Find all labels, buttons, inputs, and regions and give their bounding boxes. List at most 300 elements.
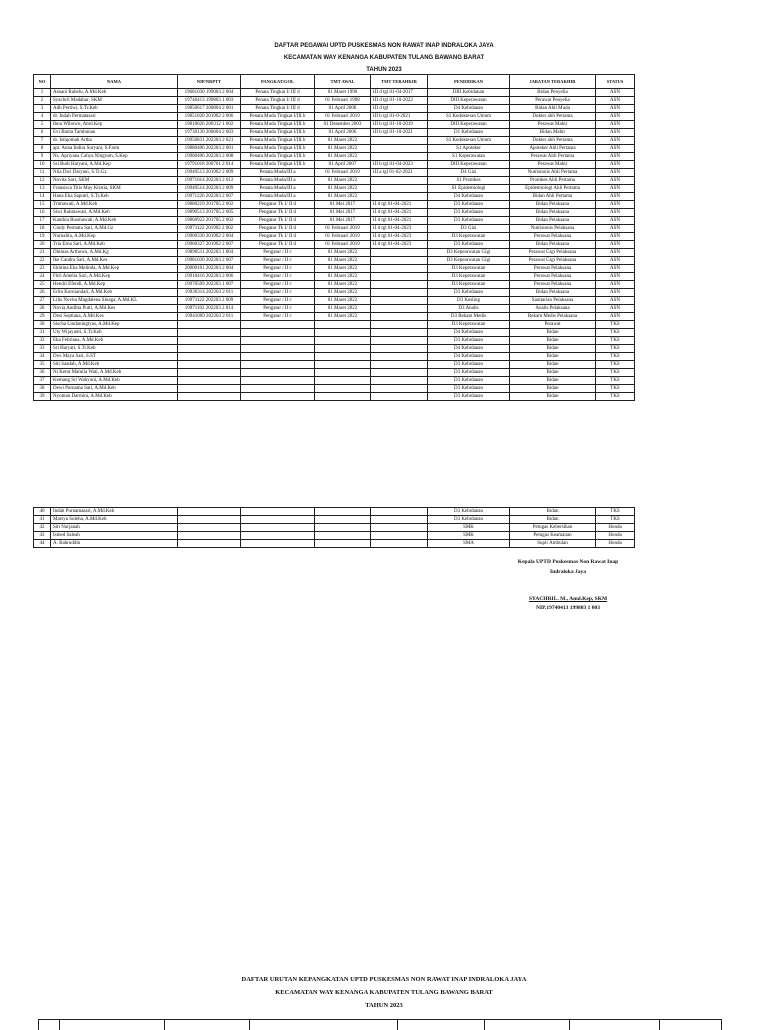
cell-tmt-terahkir (371, 249, 428, 257)
cell-no: 19 (34, 233, 51, 241)
cell-nip: 19880406 202203 2 001 (178, 145, 241, 153)
document-year: TAHUN 2023 (366, 67, 402, 73)
cell-status: TKS (596, 345, 635, 353)
col-header-tmt-awal: TMT AWAL (315, 75, 371, 89)
cell-no: 31 (34, 329, 51, 337)
cell-tmt-awal: 01 Maret 2022 (315, 145, 371, 153)
table-row (34, 177, 635, 185)
col-header-nip: NIP/NRPTT (178, 75, 241, 89)
next-table-divider (397, 1020, 398, 1030)
cell-jabatan: Perawat Ahli Pertama (510, 153, 596, 161)
cell-pendidikan: D4 Kebidanan (428, 345, 510, 353)
cell-nip: 19950831 202203 2 021 (178, 137, 241, 145)
cell-no: 8 (34, 145, 51, 153)
cell-pangkat: Penata Tingkat I/ III d (241, 89, 315, 97)
cell-nama: Novita Sari, SKM (51, 177, 178, 185)
cell-nip (178, 540, 241, 548)
table-row (34, 321, 635, 329)
table-row (34, 153, 635, 161)
cell-pangkat: Pengatur Tk I/ II d (241, 217, 315, 225)
col-header-no: NO (34, 75, 51, 89)
table-row (34, 129, 635, 137)
cell-pangkat: Pengatur Tk I/ II d (241, 233, 315, 241)
cell-tmt-terahkir (371, 329, 428, 337)
table-row (34, 161, 635, 169)
cell-pangkat: Pengatur / II c (241, 289, 315, 297)
cell-tmt-awal (315, 369, 371, 377)
cell-jabatan: Bidan (510, 385, 596, 393)
document-subtitle: KECAMATAN WAY KENANGA KABUPATEN TULANG BAWANG BARAT (283, 55, 485, 61)
cell-pangkat: Pengatur Tk I/ II d (241, 209, 315, 217)
cell-nip (178, 337, 241, 345)
table-row (34, 225, 635, 233)
cell-pangkat: Penata Muda Tingkat I/III b (241, 161, 315, 169)
cell-pangkat: Pengatur / II c (241, 265, 315, 273)
cell-pangkat: Penata Muda Tingkat I/III b (241, 113, 315, 121)
cell-pangkat (241, 321, 315, 329)
cell-tmt-awal: 01 Mei 2017 (315, 217, 371, 225)
cell-tmt-awal (315, 329, 371, 337)
cell-no: 42 (34, 524, 51, 532)
cell-nip: 19971122 202203 2 009 (178, 297, 241, 305)
cell-pangkat: Pengatur Tk I/ II d (241, 201, 315, 209)
table-row (34, 249, 635, 257)
cell-no: 44 (34, 540, 51, 548)
cell-pangkat (241, 385, 315, 393)
cell-tmt-terahkir (371, 532, 428, 540)
cell-status: Honda (596, 540, 635, 548)
cell-pendidikan: S1 Promkes (428, 177, 510, 185)
cell-jabatan: Sanitarian Pelaksana (510, 297, 596, 305)
cell-pangkat: Pengatur / II c (241, 257, 315, 265)
table-row (34, 281, 635, 289)
cell-tmt-terahkir (371, 345, 428, 353)
cell-status: ASN (596, 297, 635, 305)
table-row (34, 105, 635, 113)
cell-pendidikan: S1 Kedokteran Umum (428, 137, 510, 145)
cell-nama: Adh Pertiwi, S.Tr.Keb (51, 105, 178, 113)
cell-status: ASN (596, 209, 635, 217)
cell-nip (178, 516, 241, 524)
cell-pendidikan: D3 Kebidanan (428, 369, 510, 377)
col-header-pendidikan: PENDIDIKAN (428, 75, 510, 89)
cell-nama: Syachril Madahar, SKM (51, 97, 178, 105)
cell-tmt-terahkir (371, 385, 428, 393)
cell-jabatan: Promkes Ahli Pertama (510, 177, 596, 185)
table-body-continued (34, 508, 635, 548)
cell-jabatan: Bidan Pelaksana (510, 201, 596, 209)
cell-tmt-terahkir (371, 361, 428, 369)
cell-nama: Sri Haryati, S.Tr.Keb (51, 345, 178, 353)
cell-pendidikan: D3 Keperawatan (428, 281, 510, 289)
cell-tmt-awal: 01 Maret 2022 (315, 265, 371, 273)
table-row (34, 233, 635, 241)
cell-status: TKS (596, 369, 635, 377)
cell-status: ASN (596, 273, 635, 281)
cell-status: ASN (596, 305, 635, 313)
cell-jabatan: Bidan Ahli Muda (510, 105, 596, 113)
cell-tmt-awal: 01 Maret 2022 (315, 281, 371, 289)
cell-status: TKS (596, 516, 635, 524)
cell-nama: Ekhtina Eka Melinda, A.Md.Kep (51, 265, 178, 273)
cell-status: ASN (596, 137, 635, 145)
cell-nip: 19940514 202203 2 009 (178, 185, 241, 193)
cell-tmt-terahkir (371, 321, 428, 329)
cell-status: ASN (596, 153, 635, 161)
cell-pendidikan: DIII Keperawatan (428, 97, 510, 105)
cell-tmt-awal: 01 Maret 2022 (315, 193, 371, 201)
cell-nip: 19940513 201902 2 009 (178, 169, 241, 177)
cell-nip: 19970509 202203 1 007 (178, 281, 241, 289)
cell-pangkat (241, 353, 315, 361)
cell-tmt-terahkir: III d tgl (371, 105, 428, 113)
cell-nip (178, 532, 241, 540)
cell-tmt-awal: 01 Februari 2019 (315, 169, 371, 177)
cell-status: ASN (596, 225, 635, 233)
cell-nip (178, 353, 241, 361)
cell-no: 39 (34, 393, 51, 401)
table-row (34, 377, 635, 385)
cell-status: ASN (596, 169, 635, 177)
cell-pangkat: Penata Muda/III a (241, 193, 315, 201)
table-header-row (34, 75, 635, 89)
cell-pangkat: Pengatur Tk I/ II d (241, 241, 315, 249)
cell-tmt-terahkir (371, 313, 428, 321)
table-row (34, 532, 635, 540)
cell-pendidikan: D4 Kebidanan (428, 193, 510, 201)
cell-jabatan: Petugas Keamanan (510, 532, 596, 540)
cell-no: 23 (34, 265, 51, 273)
cell-no: 13 (34, 185, 51, 193)
cell-no: 37 (34, 377, 51, 385)
cell-jabatan: Rekam Medis Pelaksana (510, 313, 596, 321)
cell-pendidikan: D3 Kebidanan (428, 361, 510, 369)
cell-pangkat: Penata Muda Tingkat I/III b (241, 121, 315, 129)
cell-pangkat: Pengatur Tk I/ II d (241, 225, 315, 233)
table-row (34, 305, 635, 313)
cell-nip: 19810626 200312 1 002 (178, 121, 241, 129)
cell-tmt-terahkir (371, 137, 428, 145)
cell-nip: 19860922 201705 2 002 (178, 217, 241, 225)
cell-status: ASN (596, 289, 635, 297)
table-row (34, 385, 635, 393)
cell-tmt-terahkir (371, 369, 428, 377)
cell-no: 14 (34, 193, 51, 201)
cell-pendidikan: D4 Kebidanan (428, 329, 510, 337)
table-row (34, 313, 635, 321)
cell-jabatan: Bidan (510, 393, 596, 401)
cell-pendidikan: D3 Kebidanan (428, 377, 510, 385)
cell-pangkat: Penata Muda Tingkat I/III b (241, 145, 315, 153)
cell-status: TKS (596, 353, 635, 361)
cell-status: ASN (596, 265, 635, 273)
table-row (34, 265, 635, 273)
cell-status: ASN (596, 217, 635, 225)
cell-pangkat: Pengatur / II c (241, 273, 315, 281)
cell-nip: 19910416 202203 2 006 (178, 273, 241, 281)
cell-nip: 19890511 202203 1 004 (178, 249, 241, 257)
cell-pangkat (241, 337, 315, 345)
cell-tmt-awal: 01 Maret 1990 (315, 89, 371, 97)
cell-tmt-awal (315, 361, 371, 369)
cell-jabatan: Bidan Pelaksana (510, 241, 596, 249)
cell-jabatan: Perawat Gigi Pelaksana (510, 249, 596, 257)
cell-jabatan: Nutrisionis Ahli Pertama (510, 169, 596, 177)
cell-nama: Nyoman Darmini, A.Md.Keb (51, 393, 178, 401)
cell-pendidikan: D3 Kebidanan (428, 217, 510, 225)
cell-tmt-terahkir (371, 273, 428, 281)
cell-nip (178, 345, 241, 353)
cell-pendidikan: DIII Keperawatan (428, 161, 510, 169)
cell-no: 27 (34, 297, 51, 305)
cell-no: 25 (34, 281, 51, 289)
cell-status: ASN (596, 233, 635, 241)
cell-tmt-awal: 01 Maret 2022 (315, 177, 371, 185)
col-header-jabatan: JABATAN TERAKHIR (510, 75, 596, 89)
cell-jabatan: Bidan (510, 329, 596, 337)
cell-tmt-terahkir: II d tgl 01-04-2021 (371, 201, 428, 209)
cell-tmt-terahkir (371, 305, 428, 313)
cell-status: TKS (596, 361, 635, 369)
cell-tmt-awal: 01 Maret 2022 (315, 153, 371, 161)
cell-jabatan: Bidan (510, 508, 596, 516)
cell-tmt-terahkir (371, 297, 428, 305)
cell-nip: 19890513 201705 2 005 (178, 209, 241, 217)
cell-nama: Trimawati, A.Md.Keb (51, 201, 178, 209)
cell-tmt-terahkir: II d tgl 01-04-2021 (371, 209, 428, 217)
table-row (34, 257, 635, 265)
cell-status: TKS (596, 393, 635, 401)
cell-jabatan: Bidan Penyelia (510, 89, 596, 97)
cell-no: 17 (34, 217, 51, 225)
cell-status: TKS (596, 321, 635, 329)
cell-nama: Siti Nurjanah (51, 524, 178, 532)
cell-nama: Erlin Kurniandari, A.Md.Keb (51, 289, 178, 297)
cell-tmt-awal (315, 516, 371, 524)
cell-pendidikan: SMK (428, 524, 510, 532)
cell-tmt-awal: 01 April 2008 (315, 105, 371, 113)
cell-nip: 19850617 200804 2 001 (178, 105, 241, 113)
cell-no: 33 (34, 345, 51, 353)
cell-nama: Dwi Maya Sari, S.ST (51, 353, 178, 361)
table-row (34, 185, 635, 193)
cell-nama: Marsya Soleha, A.Md.Keb (51, 516, 178, 524)
cell-tmt-terahkir: II d tgl 01-04-2023 (371, 241, 428, 249)
cell-status: TKS (596, 508, 635, 516)
cell-nama: dr. Indah Permatasari (51, 113, 178, 121)
cell-tmt-awal: 01 Maret 2022 (315, 257, 371, 265)
cell-nip: 19960406 202203 2 008 (178, 153, 241, 161)
table-row (34, 241, 635, 249)
cell-nip (178, 508, 241, 516)
cell-pangkat (241, 532, 315, 540)
cell-jabatan: Dokter ahli Pertama (510, 137, 596, 145)
cell-status: ASN (596, 161, 635, 169)
cell-tmt-terahkir (371, 540, 428, 548)
table-row (34, 209, 635, 217)
cell-no: 28 (34, 305, 51, 313)
cell-pendidikan: D3 Keperawatan (428, 321, 510, 329)
cell-pangkat: Penata Muda/III a (241, 185, 315, 193)
cell-nip: 19981030 202203 2 007 (178, 257, 241, 265)
table-row (34, 540, 635, 548)
table-row (34, 329, 635, 337)
cell-jabatan: Bidan (510, 353, 596, 361)
cell-pendidikan: D3 Analis (428, 305, 510, 313)
cell-pangkat (241, 516, 315, 524)
cell-tmt-awal: 01 Maret 2022 (315, 137, 371, 145)
cell-tmt-terahkir (371, 337, 428, 345)
table-row (34, 508, 635, 516)
cell-tmt-terahkir: III d tgl 01-04-2017 (371, 89, 428, 97)
cell-pangkat: Pengatur / II c (241, 281, 315, 289)
cell-jabatan: Perawat Mahir (510, 161, 596, 169)
cell-nip: 19971014 202203 2 012 (178, 177, 241, 185)
cell-nama: Fitri Amelia Sari, A.Md.Kep (51, 273, 178, 281)
col-header-nama: NAMA (51, 75, 178, 89)
footer-subtitle: KECAMATAN WAY KENANGA KABUPATEN TULANG BAWANG BARAT (275, 989, 493, 996)
table-row (34, 297, 635, 305)
cell-status: ASN (596, 89, 635, 97)
cell-jabatan: Apoteker Ahli Pertama (510, 145, 596, 153)
cell-tmt-terahkir: III b tgl 01-04-2023 (371, 161, 428, 169)
cell-status: ASN (596, 313, 635, 321)
cell-tmt-awal: 01 Maret 2022 (315, 185, 371, 193)
table-body (34, 89, 635, 401)
cell-nama: Sri Budi Haryani, A.Md.Kep (51, 161, 178, 169)
cell-nip: 19851020 201902 2 006 (178, 113, 241, 121)
cell-no: 34 (34, 353, 51, 361)
next-table-divider (569, 1020, 570, 1030)
cell-no: 6 (34, 129, 51, 137)
cell-pangkat: Penata Muda Tingkat I/III b (241, 129, 315, 137)
cell-tmt-awal: 01 Desember 2003 (315, 121, 371, 129)
cell-status: ASN (596, 105, 635, 113)
cell-jabatan: Bidan (510, 369, 596, 377)
cell-nip: 19681030 199003 2 004 (178, 89, 241, 97)
cell-nama: Desi Septiana, A.Md.Kes (51, 313, 178, 321)
cell-pangkat: Pengatur / II c (241, 313, 315, 321)
cell-tmt-awal: 01 Maret 2022 (315, 289, 371, 297)
cell-no: 21 (34, 249, 51, 257)
cell-pendidikan: S1 Kedokteran Umum (428, 113, 510, 121)
table-row (34, 337, 635, 345)
cell-no: 24 (34, 273, 51, 281)
employee-table (33, 74, 635, 401)
cell-nama: Indah Purnamasari, A.Md.Keb (51, 508, 178, 516)
cell-status: ASN (596, 121, 635, 129)
signature-institution: Indraloka Jaya (550, 569, 586, 575)
cell-tmt-awal: 01 Maret 2022 (315, 249, 371, 257)
signature-name: SYACHRIL. M., Amd.Kep, SKM (528, 596, 608, 602)
cell-jabatan: Bidan Mahir (510, 129, 596, 137)
cell-jabatan: Petugas Kebersihan (510, 524, 596, 532)
cell-jabatan: Perawat (510, 321, 596, 329)
cell-pangkat (241, 524, 315, 532)
cell-pangkat: Penata Tingkat I/ III d (241, 105, 315, 113)
cell-nama: Nila Dwi Daryani, S.Tr.Gz (51, 169, 178, 177)
cell-tmt-awal: 01 Mei 2017 (315, 209, 371, 217)
cell-nip (178, 393, 241, 401)
cell-pendidikan: D3 Kebidanan (428, 508, 510, 516)
cell-tmt-awal (315, 353, 371, 361)
cell-nama: Ni Ketut Mamila Wati, A.Md.Keb (51, 369, 178, 377)
cell-tmt-awal: 01 Maret 2022 (315, 297, 371, 305)
cell-nama: Novia Audlita Putri, A.Md.Kes (51, 305, 178, 313)
cell-no: 5 (34, 121, 51, 129)
cell-pendidikan: DIII Kebidanan (428, 89, 510, 97)
cell-pangkat (241, 540, 315, 548)
signature-position: Kepala UPTD Puskesmas Non Rawat Inap (517, 559, 619, 565)
table-row (34, 217, 635, 225)
cell-pangkat (241, 369, 315, 377)
cell-pendidikan: D3 Gizi (428, 225, 510, 233)
cell-no: 32 (34, 337, 51, 345)
cell-pendidikan: D1 Kebidanan (428, 129, 510, 137)
cell-nama: Uty Wijayanti, S.Tr.Keb (51, 329, 178, 337)
cell-status: Honda (596, 524, 635, 532)
cell-tmt-awal (315, 377, 371, 385)
cell-tmt-awal (315, 345, 371, 353)
cell-tmt-awal: 01 April 2006 (315, 129, 371, 137)
cell-tmt-terahkir: II d tgl 01-04-2021 (371, 217, 428, 225)
cell-pangkat (241, 361, 315, 369)
cell-no: 15 (34, 201, 51, 209)
cell-nip: 19971226 202203 2 007 (178, 193, 241, 201)
cell-nip: 19960327 201902 2 007 (178, 241, 241, 249)
footer-title: DAFTAR URUTAN KEPANGKATAN UPTD PUSKESMAS NON RAWAT INAP INDRALOKA JAYA (241, 976, 527, 983)
cell-jabatan: Perawat Mahir (510, 121, 596, 129)
cell-tmt-terahkir (371, 353, 428, 361)
table-row (34, 89, 635, 97)
cell-status: ASN (596, 145, 635, 153)
cell-pangkat: Penata Muda Tingkat I/III b (241, 137, 315, 145)
next-table-divider (659, 1020, 660, 1030)
cell-nama: Sischa Lindaningtyas, A.Md.Kep (51, 321, 178, 329)
table-row (34, 169, 635, 177)
cell-pendidikan: D3 Kebidanan (428, 393, 510, 401)
cell-tmt-terahkir: II d tgl 01-04-2023 (371, 225, 428, 233)
cell-tmt-terahkir (371, 177, 428, 185)
table-row (34, 353, 635, 361)
cell-tmt-terahkir: III d tgl 01-10-2022 (371, 97, 428, 105)
cell-pendidikan: D4 Kebidanan (428, 353, 510, 361)
cell-nama: dr. Istiqomah Artha (51, 137, 178, 145)
cell-pangkat: Pengatur / II c (241, 305, 315, 313)
cell-nip: 19880219 201705 2 002 (178, 201, 241, 209)
cell-jabatan: Perawat Pelaksana (510, 273, 596, 281)
cell-pendidikan: D3 Keperawatan Gigi (428, 249, 510, 257)
table-row (34, 516, 635, 524)
cell-tmt-awal (315, 540, 371, 548)
cell-tmt-awal: 01 Februari 2019 (315, 113, 371, 121)
table-row (34, 524, 635, 532)
table-row (34, 289, 635, 297)
cell-nama: Siti Saadah, A.Md.Keb (51, 361, 178, 369)
cell-tmt-awal: 01 Maret 2022 (315, 305, 371, 313)
cell-nip: 19971122 201902 2 002 (178, 225, 241, 233)
cell-status: Honda (596, 532, 635, 540)
cell-pangkat (241, 345, 315, 353)
cell-pangkat: Penata Muda/III a (241, 177, 315, 185)
cell-pangkat: Penata Muda/III a (241, 169, 315, 177)
cell-pangkat (241, 393, 315, 401)
cell-tmt-terahkir: III a tgl 01-02-2021 (371, 169, 428, 177)
cell-nip (178, 369, 241, 377)
cell-tmt-terahkir (371, 281, 428, 289)
cell-jabatan: Perawat Gigi Pelaksana (510, 257, 596, 265)
cell-tmt-terahkir (371, 508, 428, 516)
